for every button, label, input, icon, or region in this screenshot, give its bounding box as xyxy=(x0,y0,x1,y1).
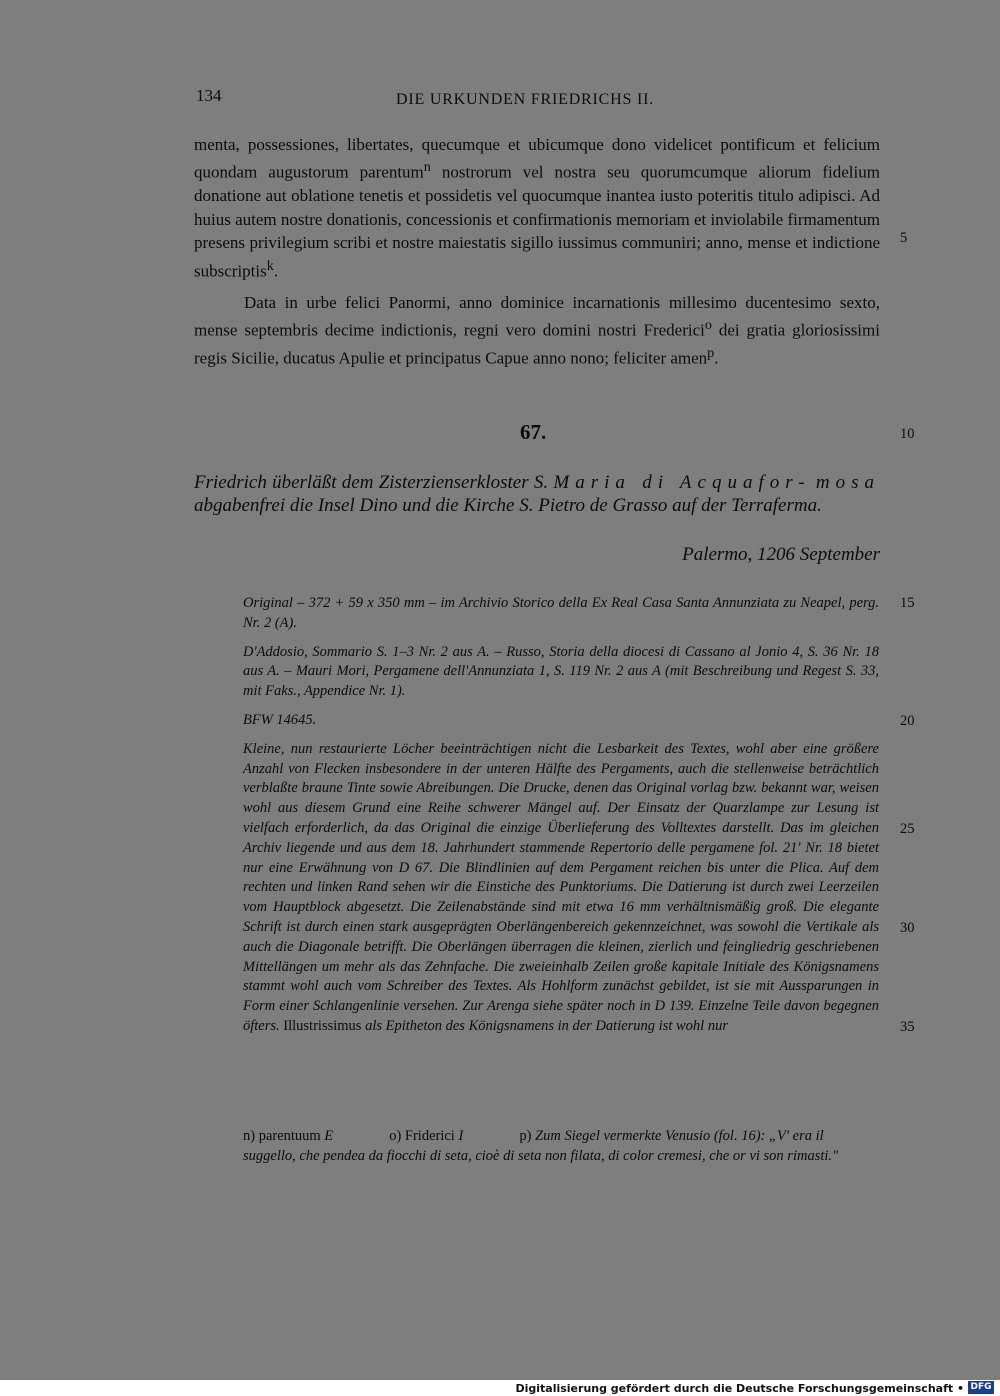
document-number: 67. xyxy=(520,420,547,444)
apparatus-regest: BFW 14645. xyxy=(243,711,317,728)
footnote-ref-n: n xyxy=(423,159,431,176)
charter-text xyxy=(194,133,880,370)
page-number: 134 xyxy=(196,86,222,105)
funding-credit: Digitalisierung gefördert durch die Deutsche Forschungsgemeinschaft • xyxy=(515,1382,964,1395)
charter-paragraph-1: menta, possessiones, libertates, quecumque et ubicumque dono videlicet pontificum et felicium quondam augustorum parentum$^n$ nostrorum vel nostra seu quorumcumque aliorum fidelium donatione aut oblatione tenetis et possidetis vel quocumque inantea iusto poteritis titulo adipisci. Ad huius autem nostre donationis, concessionis et confirmationis memoriam et inviolabile firmamentum presens privilegium scribi et nostre maiestatis sigillo iussimus communiri; anno, mense et indictione subscriptis$^k$. xyxy=(194,135,880,281)
footnote-n: n) parentuum E xyxy=(243,1128,334,1144)
dateline: Palermo, 1206 September xyxy=(682,544,880,565)
footnote-p: p) Zum Siegel vermerkte Venusio (fol. 16): „V' era il suggello, che pendea da fiocchi di seta, cioè di seta non filata, di color cremesi, che or vi son rimasti." xyxy=(243,1128,839,1164)
line-number-5: 5 xyxy=(900,230,908,246)
running-title: DIE URKUNDEN FRIEDRICHS II. xyxy=(396,91,655,108)
dfg-logo: DFG xyxy=(968,1381,994,1394)
line-number-10: 10 xyxy=(900,426,915,442)
apparatus-prints: D'Addosio, Sommario S. 1–3 Nr. 2 aus A. – Russo, Storia della diocesi di Cassano al Jonio 4, S. 36 Nr. 18 aus A. – Mauri Mori, Pergamene dell'Annunziata 1, S. 119 Nr. 2 aus A (mit Beschreibung und Regest S. 33, mit Faks., Appendice Nr. 1). xyxy=(243,643,879,700)
footnote-ref-k: k xyxy=(266,257,274,274)
charter-paragraph-dating: Data in urbe felici Panormi, anno dominice incarnationis millesimo ducentesimo sexto, mense septembris decime indictionis, regni vero domini nostri Frederici$^o$ dei gratia gloriosissimi regis Sicilie, ducatus Apulie et principatus Capue anno nono; feliciter amen$^p$. xyxy=(194,292,880,368)
document-heading: Friedrich überläßt dem Zisterzienserkloster S. Maria di Acquafor- mosa abgabenfrei die Insel Dino und die Kirche S. Pietro de Grasso auf der Terraferma. xyxy=(194,472,881,516)
apparatus xyxy=(243,594,879,1037)
line-number-15: 15 xyxy=(900,595,915,611)
footnotes xyxy=(243,1127,879,1166)
line-number-20: 20 xyxy=(900,713,915,729)
line-number-35: 35 xyxy=(900,1019,915,1035)
line-number-30: 30 xyxy=(900,920,915,936)
line-number-25: 25 xyxy=(900,821,915,837)
apparatus-commentary: Kleine, nun restaurierte Löcher beeinträchtigen nicht die Lesbarkeit des Textes, wohl aber eine größere Anzahl von Flecken insbesondere in der unteren Hälfte des Pergaments, auch die stellenweise beträchtlich verblaßte braune Tinte sowie Abreibungen. Die Drucke, denen das Original vorlag bzw. bekannt war, weisen wohl aus diesem Grund eine Reihe schwerer Mängel auf. Der Einsatz der Quarzlampe zur Lesung ist vielfach erforderlich, da das Original die einzige Überlieferung des Volltextes darstellt. Das im gleichen Archiv liegende und aus dem 18. Jahrhundert stammende Repertorio delle pergamene fol. 21' Nr. 18 bietet nur eine Erwähnung von D 67. Die Blindlinien auf dem Pergament reichen bis unter die Plica. Auf dem rechten und linken Rand sehen wir die Einstiche des Punktoriums. Die Datierung ist durch zwei Leerzeilen vom Hauptblock abgesetzt. Die Zeilenabstände sind mit etwa 16 mm verhältnismäßig groß. Die elegante Schrift ist durch einen stark ausgeprägten Oberlängenbereich gekennzeichnet, was sowohl die Vertikale als auch die Diagonale betrifft. Die Oberlängen überragen die kleinen, zierlich und feingliedrig geschriebenen Mittellängen um mehr als das Zehnfache. Die zweieinhalb Zeilen große kapitale Initiale des Königsnamens stammt wohl auch vom Schreiber des Textes. Als Hohlform zunächst gebildet, ist sie mit Aussparungen in Form einer Schlangenlinie versehen. Zur Arenga siehe später noch in D 139. Einzelne Teile davon begegnen öfters. Illustrissimus als Epitheton des Königsnamens in der Datierung ist wohl nur xyxy=(243,740,879,1034)
footnote-ref-o: o xyxy=(704,317,712,334)
apparatus-original: Original – 372 + 59 x 350 mm – im Archivio Storico della Ex Real Casa Santa Annunziata zu Neapel, perg. Nr. 2 (A). xyxy=(243,595,879,631)
footnote-o: o) Friderici I xyxy=(389,1128,464,1144)
footnote-ref-p: p xyxy=(707,345,715,362)
